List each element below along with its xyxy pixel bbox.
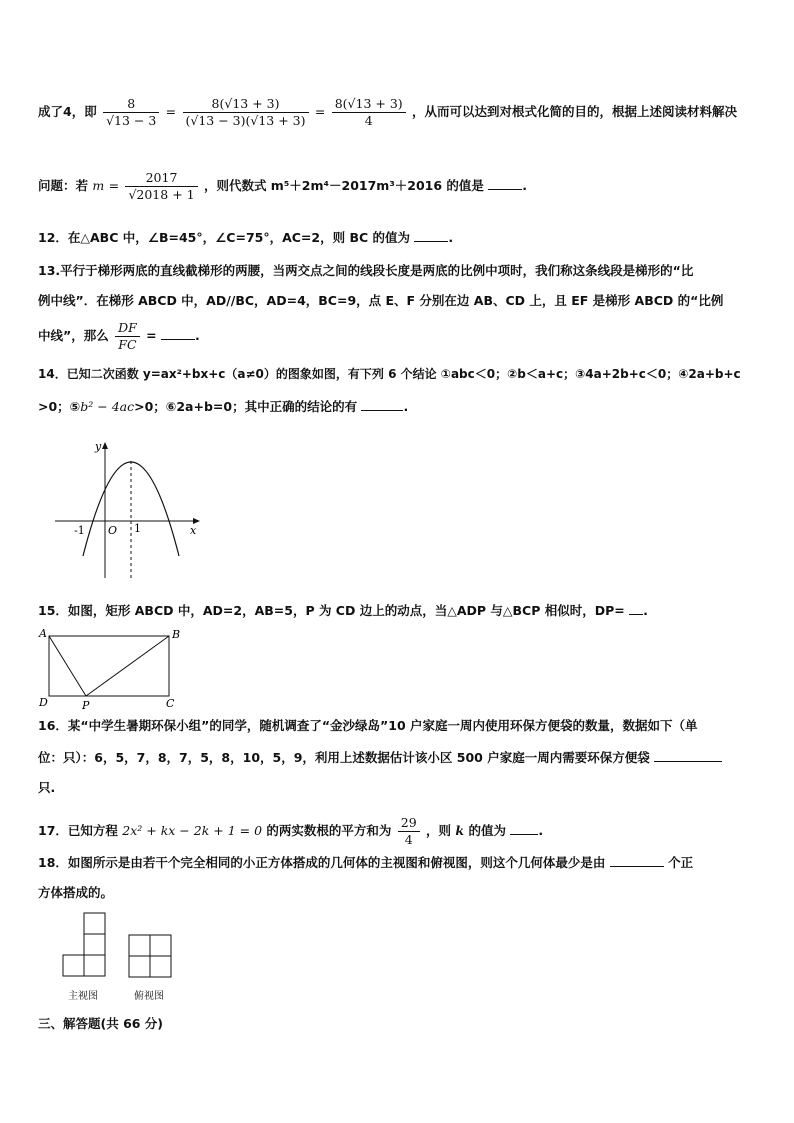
parabola-graph xyxy=(50,436,210,582)
text: ，则 xyxy=(426,823,452,838)
fraction xyxy=(332,96,406,129)
variable-k: k xyxy=(455,823,465,838)
answer-blank[interactable] xyxy=(510,822,538,835)
numerator: 29 xyxy=(398,815,420,832)
rectangle-figure xyxy=(36,625,186,710)
section-heading: 三、解答题(共 66 分) xyxy=(38,1016,164,1031)
label-a: A xyxy=(39,627,47,640)
cube-square xyxy=(129,956,150,977)
text: . xyxy=(194,328,200,343)
fraction xyxy=(398,815,420,848)
numerator: 8(√13 + 3) xyxy=(183,96,309,113)
label-p: P xyxy=(82,699,90,710)
denominator: 4 xyxy=(364,113,373,128)
equals: = xyxy=(314,104,326,119)
tick-label-1: 1 xyxy=(134,522,141,535)
text: 个正 xyxy=(668,855,694,870)
question-13-line-2: 例中线”．在梯形 ABCD 中，AD//BC，AD=4，BC=9，点 E、F 分别在边 AB、CD 上，且 EF 是梯形 ABCD 的“比例 xyxy=(38,293,724,308)
text: 的两实数根的平方和为 xyxy=(266,823,392,838)
denominator: FC xyxy=(118,337,137,352)
label-b: B xyxy=(172,628,181,641)
question-14-line-2 xyxy=(38,398,408,416)
question-16-line-2 xyxy=(38,749,722,767)
text: 问题：若 xyxy=(38,178,89,193)
text: >0；⑤ xyxy=(38,399,81,414)
cube-square xyxy=(150,935,171,956)
text: . xyxy=(643,603,648,618)
cube-square xyxy=(129,935,150,956)
top-view-figure xyxy=(128,934,176,980)
question-13-line-1: 13.平行于梯形两底的直线截梯形的两腰，当两交点之间的线段长度是两底的比例中项时，我们称这条线段是梯形的“比 xyxy=(38,263,694,278)
segment-ap xyxy=(49,636,86,696)
text: 位：只）：6，5，7，8，7，5，8，10，5，9，利用上述数据估计该小区 500 户家庭一周内需要环保方便袋 xyxy=(38,750,650,765)
denominator: √13 − 3 xyxy=(106,113,157,128)
caption-front-view: 主视图 xyxy=(68,991,98,1002)
text: 成了4，即 xyxy=(38,104,97,119)
text: ，从而可以达到对根式化简的目的，根据上述阅读材料解决 xyxy=(412,104,738,119)
answer-blank[interactable] xyxy=(610,854,664,867)
text: >0；⑥2a+b=0；其中正确的结论的有 xyxy=(134,399,358,414)
text: = xyxy=(146,328,157,343)
question-14-line-1: 14．已知二次函数 y=ax²+bx+c（a≠0）的图象如图，有下列 6 个结论 ①abc＜0；②b＜a+c；③4a+2b+c＜0；④2a+b+c xyxy=(38,367,741,381)
text: . xyxy=(538,823,544,838)
front-view-figure xyxy=(62,912,110,980)
answer-blank[interactable] xyxy=(161,327,195,340)
numerator: 8(√13 + 3) xyxy=(332,96,406,113)
question-17 xyxy=(38,815,543,848)
answer-blank[interactable] xyxy=(629,602,643,615)
question-16-line-1: 16．某“中学生暑期环保小组”的同学，随机调查了“金沙绿岛”10 户家庭一周内使用环保方便袋的数量，数据如下（单 xyxy=(38,718,698,733)
segment-bp xyxy=(86,636,169,696)
denominator: (√13 − 3)(√13 + 3) xyxy=(185,113,306,128)
question-13-line-3 xyxy=(38,320,200,353)
cube-square xyxy=(63,955,84,976)
cube-square xyxy=(84,913,105,934)
text: . xyxy=(403,399,409,414)
caption-top-view: 俯视图 xyxy=(134,991,164,1002)
denominator: √2018 + 1 xyxy=(128,187,195,202)
question-18-line-2: 方体搭成的。 xyxy=(38,885,114,900)
x-label: x xyxy=(190,524,197,537)
numerator: 8 xyxy=(103,96,159,113)
question-16-line-3: 只. xyxy=(38,780,56,795)
cube-square xyxy=(84,934,105,955)
cube-square xyxy=(150,956,171,977)
variable-m: m xyxy=(92,178,105,193)
text: ，则代数式 m⁵＋2m⁴－2017m³＋2016 的值是 xyxy=(203,178,484,193)
text: 15．如图，矩形 ABCD 中，AD=2，AB=5，P 为 CD 边上的动点，当△ADP 与△BCP 相似时，DP= xyxy=(38,603,625,618)
text: . xyxy=(522,178,528,193)
discriminant: b² − 4ac xyxy=(80,399,135,414)
equals: = xyxy=(108,178,120,193)
answer-blank[interactable] xyxy=(414,229,448,242)
numerator: 2017 xyxy=(125,170,197,187)
label-d: D xyxy=(39,696,48,709)
text: 的值为 xyxy=(468,823,506,838)
cube-square xyxy=(84,955,105,976)
fraction xyxy=(183,96,309,129)
question-12 xyxy=(38,229,453,247)
line-1 xyxy=(38,96,737,129)
equation: 2x² + kx − 2k + 1 = 0 xyxy=(122,823,263,838)
text: 12．在△ABC 中，∠B=45°，∠C=75°，AC=2，则 BC 的值为 xyxy=(38,230,411,245)
numerator: DF xyxy=(115,320,140,337)
text: 18．如图所示是由若干个完全相同的小正方体搭成的几何体的主视图和俯视图，则这个几何体最少是由 xyxy=(38,855,606,870)
question-18-line-1 xyxy=(38,854,693,872)
fraction xyxy=(103,96,159,129)
y-label: y xyxy=(95,440,102,453)
fraction xyxy=(125,170,197,203)
text: 17．已知方程 xyxy=(38,823,118,838)
text: 中线”，那么 xyxy=(38,328,109,343)
line-2 xyxy=(38,170,527,203)
answer-blank[interactable] xyxy=(488,177,522,190)
denominator: 4 xyxy=(404,832,413,847)
origin-label: O xyxy=(108,524,118,537)
answer-blank[interactable] xyxy=(361,398,403,411)
label-c: C xyxy=(166,697,175,710)
text: . xyxy=(448,230,454,245)
y-axis-arrow xyxy=(102,442,108,449)
answer-blank[interactable] xyxy=(654,749,722,762)
fraction xyxy=(115,320,140,353)
question-15 xyxy=(38,602,648,620)
equals: = xyxy=(165,104,177,119)
tick-label-neg1: -1 xyxy=(74,524,85,537)
